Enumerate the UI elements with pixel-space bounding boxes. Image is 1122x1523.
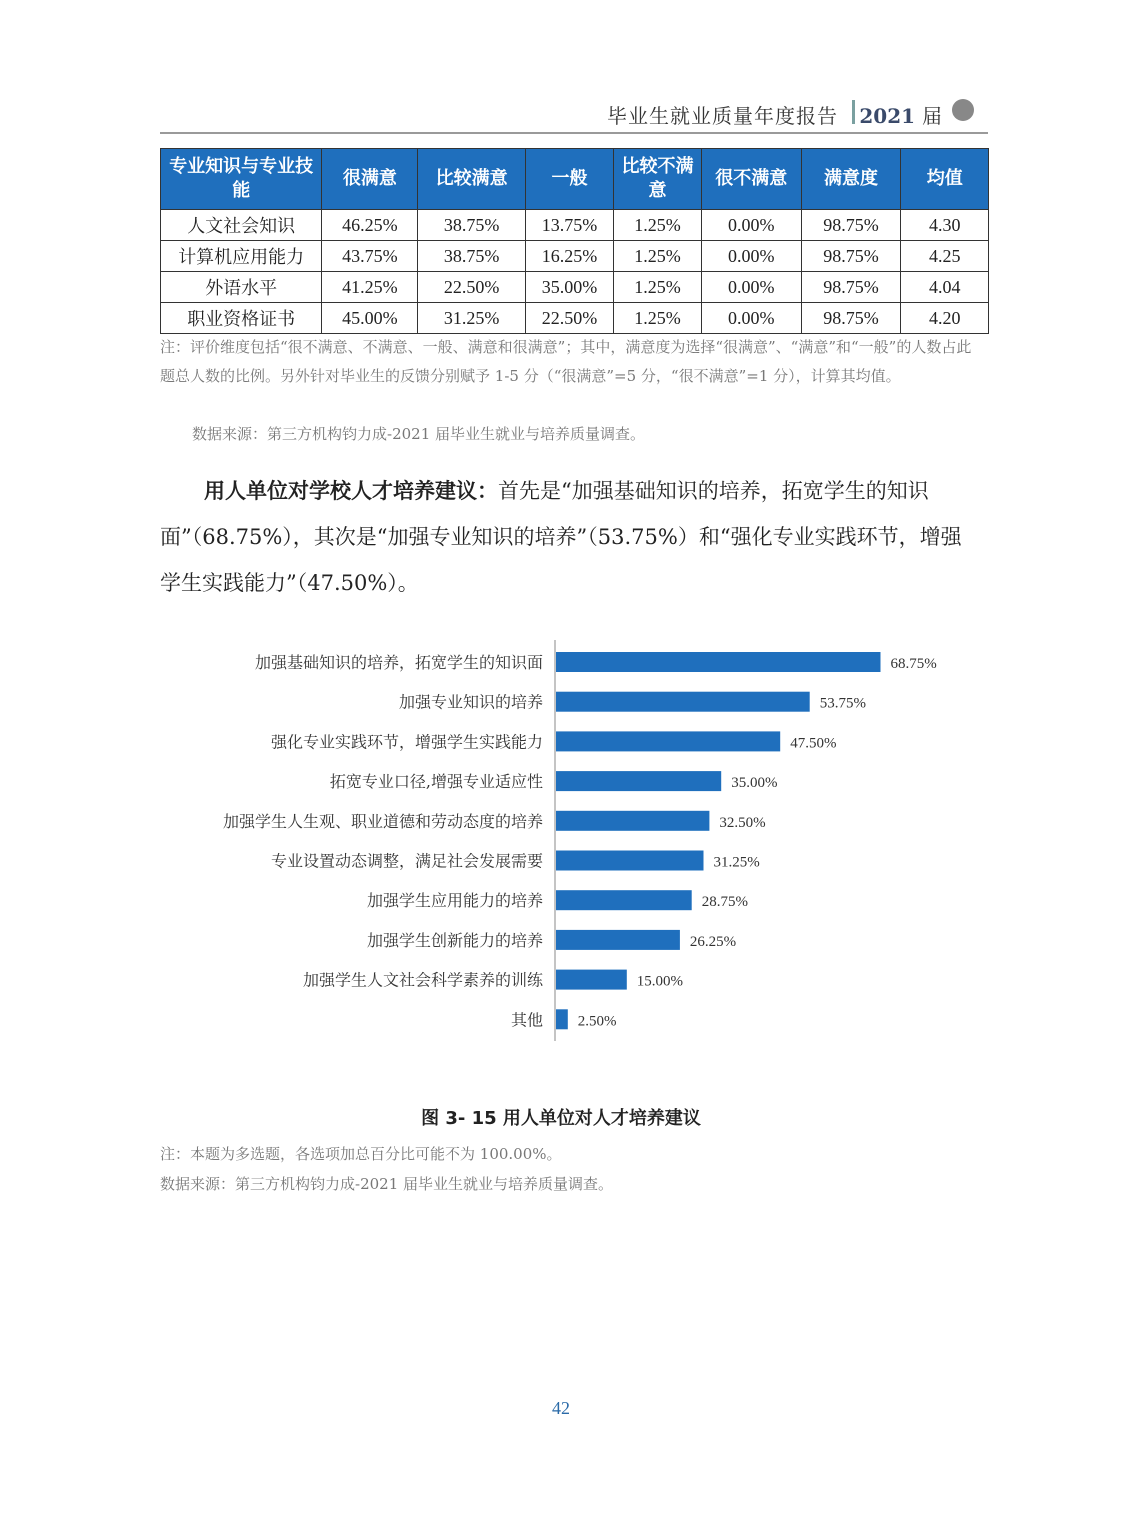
- table-cell: 人文社会知识: [161, 210, 322, 241]
- data-label: 31.25%: [713, 854, 760, 871]
- bar: [556, 930, 680, 950]
- data-label: 15.00%: [636, 973, 684, 990]
- figure-caption: 图 3- 15 用人单位对人才培养建议: [421, 1108, 701, 1129]
- category-label: 其他: [510, 1010, 543, 1030]
- category-label: 加强学生应用能力的培养: [366, 891, 543, 911]
- table-row: [161, 241, 989, 272]
- table-cell: 38.75%: [418, 241, 526, 272]
- category-label: 加强学生人文社会科学素养的训练: [302, 970, 543, 990]
- report-title: 毕业生就业质量年度报告: [607, 104, 838, 128]
- table-cell: 98.75%: [801, 272, 901, 303]
- table-row: [161, 210, 989, 241]
- table-cell: 98.75%: [801, 241, 901, 272]
- table-cell: 98.75%: [801, 303, 901, 334]
- category-label: 专业设置动态调整，满足社会发展需要: [270, 851, 543, 871]
- table-cell: 16.25%: [525, 241, 613, 272]
- bar: [556, 1009, 568, 1029]
- table-header-cell: 比较满意: [418, 149, 526, 210]
- category-label: 强化专业实践环节，增强学生实践能力: [270, 732, 543, 752]
- bar: [556, 890, 692, 910]
- table-cell: 41.25%: [322, 272, 418, 303]
- year-number: 2021: [859, 104, 916, 128]
- data-label: 53.75%: [819, 695, 866, 712]
- data-label: 32.50%: [719, 814, 766, 831]
- table-cell: 13.75%: [525, 210, 613, 241]
- category-label: 拓宽专业口径,增强专业适应性: [329, 772, 543, 792]
- paragraph-body: 首先是“加强基础知识的培养，拓宽学生的知识面”（68.75%），其次是“加强专业知识的培养”（53.75%）和“强化专业实践环节，增强学生实践能力”（47.50%）。: [160, 479, 962, 595]
- table-header-cell: 很不满意: [702, 149, 802, 210]
- bar: [556, 652, 881, 672]
- table-cell: 0.00%: [702, 303, 802, 334]
- year-suffix: 届: [922, 104, 942, 128]
- data-label: 47.50%: [790, 735, 837, 752]
- bar: [556, 811, 709, 831]
- table-header-cell: 专业知识与专业技能: [161, 149, 322, 210]
- table-row: [161, 272, 989, 303]
- header-dot-icon: [952, 99, 974, 121]
- category-label: 加强学生人生观、职业道德和劳动态度的培养: [222, 811, 543, 831]
- table-cell: 46.25%: [322, 210, 418, 241]
- table-row: [161, 303, 989, 334]
- table-cell: 4.20: [901, 303, 989, 334]
- table-header-cell: 比较不满意: [614, 149, 702, 210]
- table-cell: 1.25%: [614, 241, 702, 272]
- table-cell: 0.00%: [702, 241, 802, 272]
- satisfaction-table: [160, 148, 989, 334]
- bar: [556, 851, 704, 871]
- bar: [556, 771, 721, 791]
- data-label: 2.50%: [577, 1013, 617, 1030]
- table-cell: 0.00%: [702, 210, 802, 241]
- header-separator: [852, 100, 855, 124]
- table-source: 数据来源：第三方机构钧力成-2021 届毕业生就业与培养质量调查。: [192, 425, 646, 443]
- table-cell: 4.04: [901, 272, 989, 303]
- data-label: 28.75%: [701, 894, 748, 911]
- table-cell: 1.25%: [614, 210, 702, 241]
- figure-note: 注：本题为多选题，各选项加总百分比可能不为 100.00%。: [160, 1145, 562, 1163]
- table-header-cell: 一般: [525, 149, 613, 210]
- table-cell: 38.75%: [418, 210, 526, 241]
- table-note: 注：评价维度包括“很不满意、不满意、一般、满意和很满意”；其中，满意度为选择“很满意”、“满意”和“一般”的人数占此题总人数的比例。另外针对毕业生的反馈分别赋予 1-5 分（“很满意”=5 分，“很不满意”=1 分），计算其均值。: [160, 338, 972, 385]
- table-cell: 98.75%: [801, 210, 901, 241]
- table-cell: 0.00%: [702, 272, 802, 303]
- table-cell: 外语水平: [161, 272, 322, 303]
- page-number: 42: [552, 1398, 570, 1418]
- table-cell: 职业资格证书: [161, 303, 322, 334]
- data-label: 35.00%: [731, 775, 778, 792]
- bar: [556, 970, 627, 990]
- data-label: 26.25%: [689, 933, 737, 950]
- report-year: [859, 100, 942, 129]
- table-cell: 1.25%: [614, 272, 702, 303]
- bar: [556, 731, 780, 751]
- bar-chart: [160, 630, 980, 1050]
- table-cell: 22.50%: [525, 303, 613, 334]
- table-cell: 43.75%: [322, 241, 418, 272]
- category-label: 加强基础知识的培养，拓宽学生的知识面: [254, 653, 543, 672]
- body-paragraph: [160, 468, 980, 606]
- table-cell: 45.00%: [322, 303, 418, 334]
- bar: [556, 692, 810, 712]
- category-label: 加强专业知识的培养: [398, 692, 543, 712]
- table-header-cell: 很满意: [322, 149, 418, 210]
- table-header-cell: 均值: [901, 149, 989, 210]
- table-header-cell: 满意度: [801, 149, 901, 210]
- table-cell: 35.00%: [525, 272, 613, 303]
- category-label: 加强学生创新能力的培养: [366, 930, 543, 950]
- table-cell: 计算机应用能力: [161, 241, 322, 272]
- page-header: [160, 96, 988, 134]
- table-cell: 22.50%: [418, 272, 526, 303]
- table-cell: 4.25: [901, 241, 989, 272]
- table-cell: 4.30: [901, 210, 989, 241]
- table-header-row: [161, 149, 989, 210]
- table-cell: 1.25%: [614, 303, 702, 334]
- figure-source: 数据来源：第三方机构钧力成-2021 届毕业生就业与培养质量调查。: [160, 1175, 614, 1193]
- paragraph-lead: 用人单位对学校人才培养建议：: [204, 479, 498, 503]
- table-cell: 31.25%: [418, 303, 526, 334]
- data-label: 68.75%: [890, 656, 937, 672]
